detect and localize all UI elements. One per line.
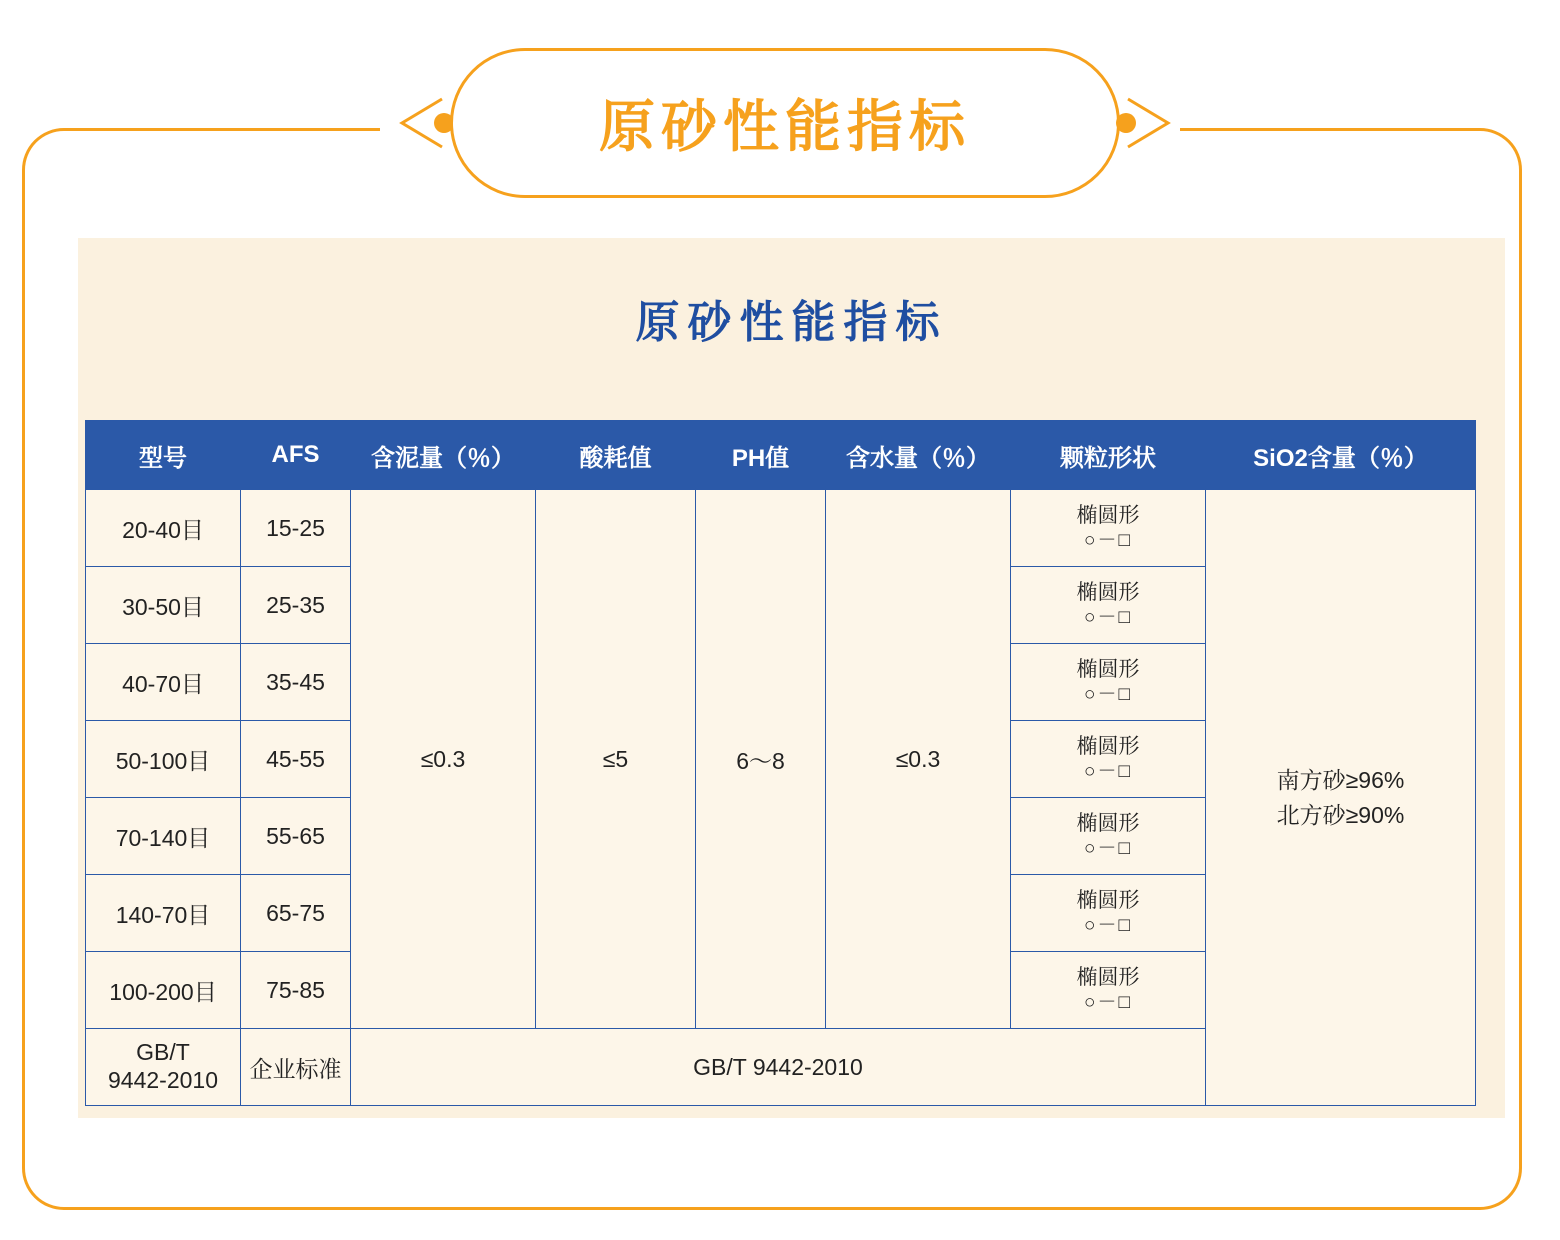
grain-shape-icon: ○－□ xyxy=(1084,530,1132,552)
column-header-ph: PH值 xyxy=(696,421,826,490)
cell-grain-shape xyxy=(1011,952,1206,1029)
grain-shape-icon: ○－□ xyxy=(1084,761,1132,783)
cell-afs: 55-65 xyxy=(241,798,351,875)
column-header-water-content: 含水量（％） xyxy=(826,421,1011,490)
standard-model-line1: GB/T xyxy=(136,1039,190,1066)
cell-standard-value: GB/T 9442-2010 xyxy=(351,1029,1206,1106)
column-header-model: 型号 xyxy=(86,421,241,490)
cell-model: 50-100目 xyxy=(86,721,241,798)
grain-shape-label: 椭圆形 xyxy=(1076,581,1140,604)
column-header-mud-content: 含泥量（％） xyxy=(351,421,536,490)
cell-water-content: ≤0.3 xyxy=(826,490,1011,1029)
grain-shape-label: 椭圆形 xyxy=(1076,966,1140,989)
grain-shape-label: 椭圆形 xyxy=(1076,812,1140,835)
cell-standard-model xyxy=(86,1029,241,1106)
grain-shape-label: 椭圆形 xyxy=(1076,735,1140,758)
column-header-acid-demand: 酸耗值 xyxy=(536,421,696,490)
standard-model-line2: 9442-2010 xyxy=(108,1067,218,1093)
cell-afs: 15-25 xyxy=(241,490,351,567)
cell-model: 70-140目 xyxy=(86,798,241,875)
cell-mud-content: ≤0.3 xyxy=(351,490,536,1029)
cell-model: 140-70目 xyxy=(86,875,241,952)
cell-model: 30-50目 xyxy=(86,567,241,644)
table-header-row xyxy=(86,421,1476,490)
sio2-line-south: 南方砂≥96% xyxy=(1276,767,1405,793)
sio2-line-north: 北方砂≥90% xyxy=(1276,801,1405,828)
cell-grain-shape xyxy=(1011,490,1206,567)
banner-pill xyxy=(450,48,1120,198)
grain-shape-label: 椭圆形 xyxy=(1076,658,1140,681)
grain-shape-label: 椭圆形 xyxy=(1076,889,1140,912)
table-row xyxy=(86,490,1476,567)
chevron-right-icon xyxy=(1120,96,1174,150)
cell-afs: 35-45 xyxy=(241,644,351,721)
grain-shape-icon: ○－□ xyxy=(1084,838,1132,860)
cell-afs: 75-85 xyxy=(241,952,351,1029)
cell-afs: 25-35 xyxy=(241,567,351,644)
spec-table xyxy=(85,420,1476,1106)
column-header-sio2-content: SiO2含量（％） xyxy=(1206,421,1476,490)
cell-grain-shape xyxy=(1011,875,1206,952)
grain-shape-icon: ○－□ xyxy=(1084,684,1132,706)
grain-shape-icon: ○－□ xyxy=(1084,992,1132,1014)
cell-standard-afs: 企业标准 xyxy=(241,1029,351,1106)
card-title: 原砂性能指标 xyxy=(635,298,948,347)
grain-shape-icon: ○－□ xyxy=(1084,915,1132,937)
cell-model: 20-40目 xyxy=(86,490,241,567)
cell-afs: 45-55 xyxy=(241,721,351,798)
banner-title: 原砂性能指标 xyxy=(599,95,971,158)
grain-shape-label: 椭圆形 xyxy=(1076,504,1140,527)
cell-model: 40-70目 xyxy=(86,644,241,721)
cell-ph: 6～8 xyxy=(696,490,826,1029)
column-header-afs: AFS xyxy=(241,421,351,490)
banner xyxy=(390,48,1180,198)
grain-shape-icon: ○－□ xyxy=(1084,607,1132,629)
cell-grain-shape xyxy=(1011,798,1206,875)
cell-grain-shape xyxy=(1011,721,1206,798)
cell-sio2-content xyxy=(1206,490,1476,1106)
cell-afs: 65-75 xyxy=(241,875,351,952)
cell-grain-shape xyxy=(1011,644,1206,721)
column-header-grain-shape: 颗粒形状 xyxy=(1011,421,1206,490)
cell-acid-demand: ≤5 xyxy=(536,490,696,1029)
cell-model: 100-200目 xyxy=(86,952,241,1029)
cell-grain-shape xyxy=(1011,567,1206,644)
